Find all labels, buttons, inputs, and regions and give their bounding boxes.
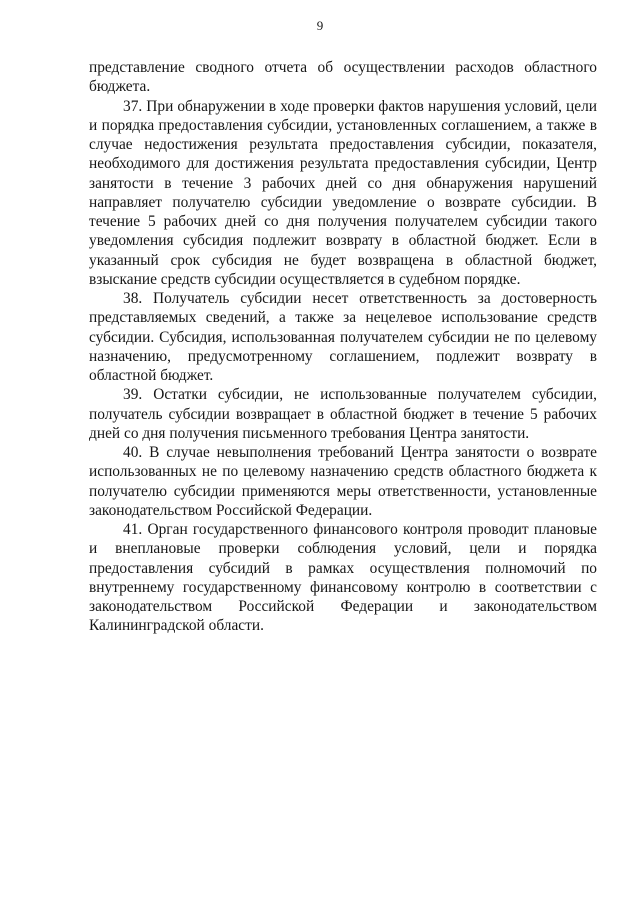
- page-number: 9: [316, 18, 324, 33]
- paragraph-41: 41. Орган государственного финансового контроля проводит плановые и внеплановые проверки соблюдения условий, цели и порядка предоставления субсидий в рамках осуществления полномочий по внутреннему государственному финансовому контролю в соответствии с законодательством Российской Федерации и законодательством Калининградской области.: [89, 521, 597, 635]
- paragraph-39: 39. Остатки субсидии, не использованные получателем субсидии, получатель субсидии возвращает в областной бюджет в течение 5 рабочих дней со дня получения письменного требования Центра занятости.: [89, 386, 597, 442]
- paragraph-continuation: представление сводного отчета об осуществлении расходов областного бюджета.: [89, 59, 597, 96]
- paragraph-37: 37. При обнаружении в ходе проверки фактов нарушения условий, цели и порядка предоставления субсидии, установленных соглашением, а также в случае недостижения результата предоставления субсидии, показателя, необходимого для достижения результата предоставления субсидии, Центр занятости в течение 3 рабочих дней со дня обнаружения нарушений направляет получателю субсидии уведомление о возврате субсидии. В течение 5 рабочих дней со дня получения получателем субсидии такого уведомления субсидия подлежит возврату в областной бюджет. Если в указанный срок субсидия не будет возвращена в областной бюджет, взыскание средств субсидии осуществляется в судебном порядке.: [89, 97, 597, 288]
- document-body: [89, 58, 597, 636]
- paragraph-38: 38. Получатель субсидии несет ответственность за достоверность представляемых сведений, а также за нецелевое использование средств субсидии. Субсидия, использованная получателем субсидии не по целевому назначению, предусмотренному соглашением, подлежит возврату в областной бюджет.: [89, 290, 597, 384]
- paragraph-40: 40. В случае невыполнения требований Центра занятости о возврате использованных не по целевому назначению средств областного бюджета к получателю субсидии применяются меры ответственности, установленные законодательством Российской Федерации.: [89, 444, 597, 519]
